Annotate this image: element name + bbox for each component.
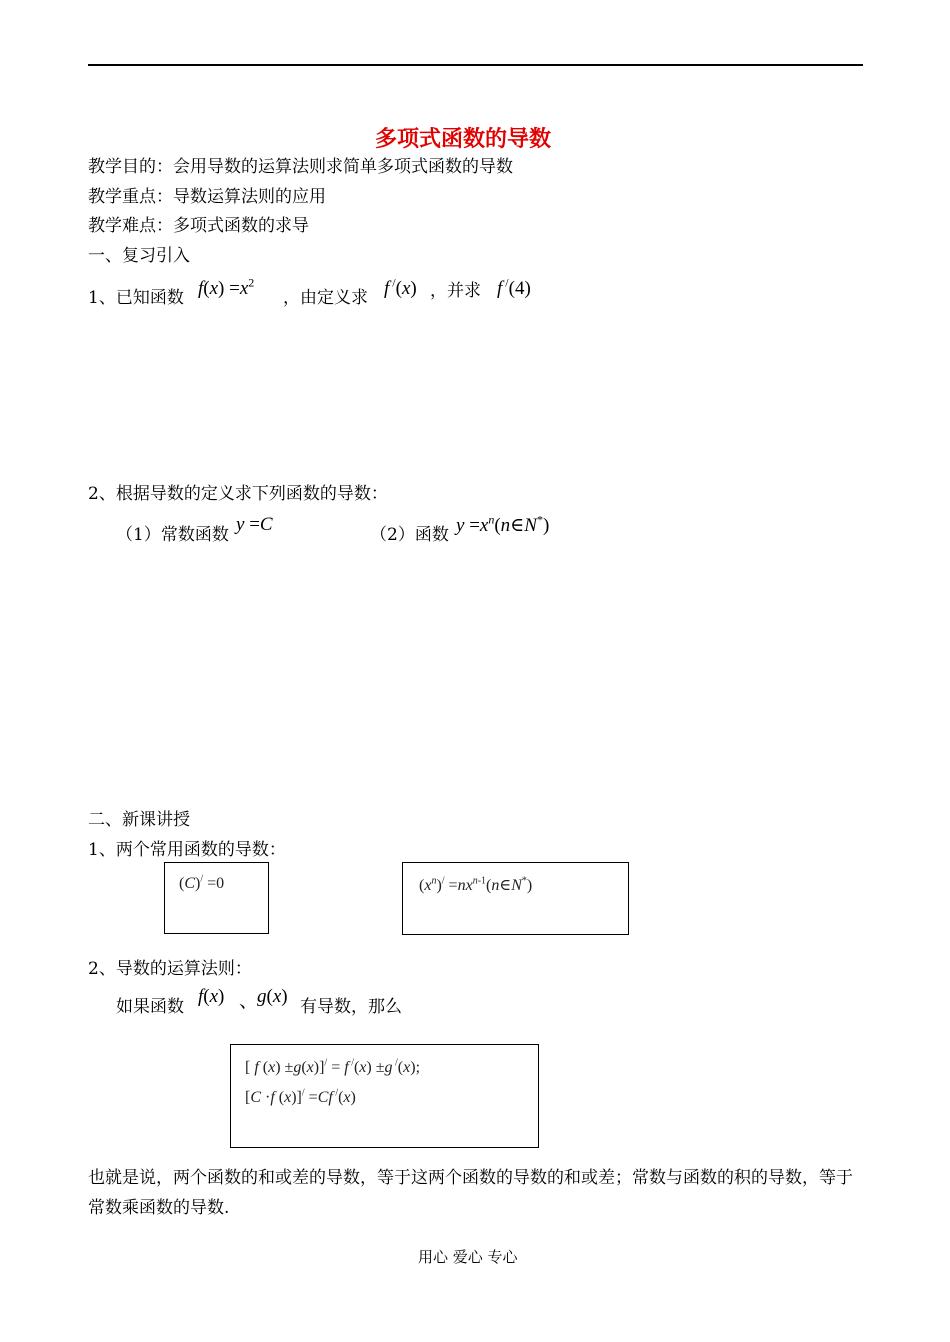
q2b-label: （2）函数	[370, 525, 449, 545]
page-footer: 用心 爱心 专心	[418, 1248, 518, 1266]
q2-text: 2、根据导数的定义求下列函数的导数：	[88, 484, 388, 504]
q2a-formula: y =C	[236, 514, 273, 535]
formula-box-rules	[230, 1044, 539, 1148]
sum-rule-formula: [ f (x) ±g(x)]/ = f /(x) ±g /(x);	[245, 1057, 421, 1076]
power-derivative-formula: $(x^n)^/$ $=nx^{n-1}(n\in N^*)$	[419, 875, 533, 894]
section1-heading: 一、复习引入	[88, 246, 190, 266]
q1-formula-f4: f /(4)	[497, 275, 531, 299]
teaching-difficulty: 教学难点：多项式函数的求导	[88, 216, 309, 236]
formula-box-constant	[164, 862, 269, 934]
teaching-goal: 教学目的：会用导数的运算法则求简单多项式函数的导数	[88, 157, 513, 177]
page-title: 多项式函数的导数	[375, 127, 552, 152]
q1-prefix: 1、已知函数	[88, 288, 184, 308]
q1-formula-fx: $f(x) =x^2$	[198, 275, 255, 299]
if-separator: 、	[239, 991, 259, 1012]
if-prefix: 如果函数	[116, 997, 184, 1017]
q1-formula-derivative: f /(x)	[384, 275, 417, 299]
q2b-formula: $y =x^n(n\in N^*)$	[456, 512, 550, 536]
teaching-key-point: 教学重点：导数运算法则的应用	[88, 187, 326, 207]
q1-mid2: ，并求	[430, 281, 481, 301]
formula-box-power	[402, 862, 629, 935]
if-suffix: 有导数，那么	[300, 997, 402, 1017]
item1-text: 1、两个常用函数的导数：	[88, 840, 286, 860]
item2-text: 2、导数的运算法则：	[88, 959, 252, 979]
constant-derivative-formula: (C)/ =0	[179, 873, 225, 892]
section2-heading: 二、新课讲授	[88, 810, 190, 830]
if-formula-g: g(x)	[257, 986, 288, 1007]
header-rule	[88, 64, 863, 66]
if-formula-f: f(x)	[198, 986, 225, 1007]
q1-mid: ，由定义求	[283, 288, 368, 308]
q2a-label: （1）常数函数	[116, 525, 229, 545]
conclusion-paragraph: 也就是说，两个函数的和或差的导数，等于这两个函数的导数的和或差；常数与函数的积的导数，等于常数乘函数的导数.	[88, 1168, 853, 1218]
constant-multiple-rule-formula: [C ·f (x)]/ =Cf /(x)	[245, 1087, 356, 1106]
